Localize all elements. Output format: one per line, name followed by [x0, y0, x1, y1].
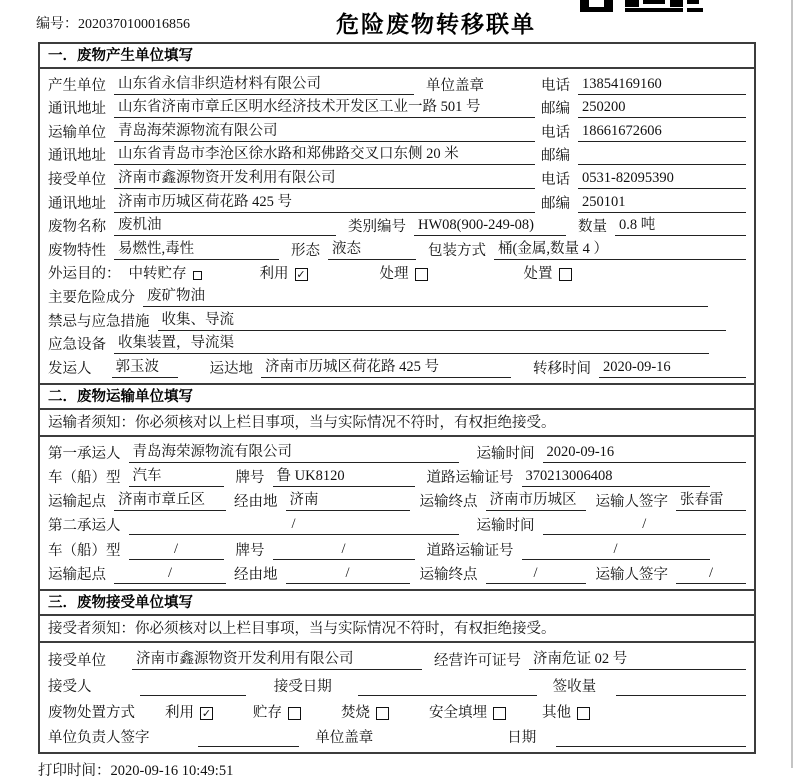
- print-time: [38, 759, 796, 780]
- purpose-option-use: [260, 262, 308, 283]
- producer-zip-value: 250200: [578, 99, 746, 118]
- operate-license-value: 济南危证 02 号: [529, 647, 746, 670]
- section3-notice: 接受者须知：你必须核对以上栏目事项，当与实际情况不符时，有权拒绝接受。: [40, 616, 754, 643]
- accept-unit-value: 济南市鑫源物资开发利用有限公司: [132, 647, 422, 670]
- producer-phone-value: 13854169160: [578, 76, 746, 95]
- route1-start-value: 济南市章丘区: [114, 488, 226, 511]
- route2-via-label: 经由地: [234, 566, 278, 583]
- vehicle2-type-value: /: [129, 541, 224, 560]
- route2-via-value: /: [286, 565, 410, 584]
- waste-code-label: 类别编号: [348, 219, 406, 236]
- emergency-equipment-row: [48, 331, 746, 355]
- carrier2-value: /: [129, 516, 459, 535]
- vehicle2-row: [48, 535, 746, 559]
- carrier2-time-value: /: [543, 516, 747, 535]
- acceptance-row: [48, 670, 746, 696]
- section-transporter: [38, 383, 756, 591]
- acceptor-value: [140, 677, 246, 696]
- unit-stamp-label: 单位盖章: [426, 77, 484, 94]
- producer-phone-label: 电话: [541, 77, 570, 94]
- disposal-option-landfill: [429, 701, 506, 722]
- route1-end-label: 运输终点: [419, 494, 478, 511]
- transporter-zip-label: 邮编: [541, 148, 570, 165]
- route1-row: [48, 487, 746, 511]
- transporter-phone-label: 电话: [541, 124, 570, 141]
- carrier1-row: [48, 439, 746, 463]
- disposal-option-incinerate: [341, 701, 389, 722]
- producer-address-row: [48, 95, 746, 119]
- purpose-dispose-checkbox: [559, 268, 572, 281]
- producer-row: [48, 71, 746, 95]
- producer-zip-label: 邮编: [541, 101, 570, 118]
- receiver-row: [48, 165, 746, 189]
- vehicle2-type-label: 车（船）型: [48, 542, 121, 559]
- carrier2-row: [48, 511, 746, 535]
- disposal-row: [48, 696, 746, 722]
- route1-via-value: 济南: [286, 488, 410, 511]
- purpose-option-dispose: [524, 262, 572, 283]
- disposal-option-other-label: 其他: [542, 704, 571, 721]
- vehicle1-row: [48, 463, 746, 487]
- dispatcher-label: 发运人: [48, 360, 92, 377]
- waste-name-row: [48, 213, 746, 237]
- packing-value: 桶(金属,数量 4 ）: [494, 237, 746, 260]
- responsible-sign-label: 单位负责人签字: [48, 730, 150, 747]
- print-time-label: 打印时间：: [38, 763, 111, 780]
- page-right-edge: [791, 0, 793, 768]
- destination-label: 运达地: [209, 360, 253, 377]
- route2-sign-value: /: [676, 565, 746, 584]
- transfer-time-label: 转移时间: [533, 360, 591, 377]
- disposal-use-checkbox: ✓: [201, 706, 212, 720]
- vehicle2-license-value: /: [522, 541, 710, 560]
- destination-value: 济南市历城区荷花路 425 号: [261, 355, 511, 378]
- route1-sign-value: 张春雷: [676, 488, 746, 511]
- disposal-label: 废物处置方式: [48, 704, 135, 721]
- hazard-value: 废矿物油: [143, 284, 708, 307]
- waste-props-label: 废物特性: [48, 242, 106, 259]
- purpose-treat-checkbox: [415, 268, 428, 281]
- route2-end-value: /: [486, 565, 586, 584]
- carrier1-time-value: 2020-09-16: [543, 444, 747, 463]
- disposal-option-store-label: 贮存: [253, 704, 282, 721]
- producer-label: 产生单位: [48, 77, 106, 94]
- route2-start-label: 运输起点: [48, 566, 106, 583]
- waste-props-row: [48, 236, 746, 260]
- emergency-equipment-label: 应急设备: [48, 337, 106, 354]
- signed-qty-label: 签收量: [552, 679, 597, 696]
- receiver-address-value: 济南市历城区荷花路 425 号: [114, 190, 535, 213]
- disposal-option-use-label: 利用: [165, 704, 194, 721]
- disposal-option-landfill-label: 安全填埋: [429, 704, 487, 721]
- purpose-label: 外运目的：: [48, 266, 121, 283]
- receiver-zip-label: 邮编: [541, 195, 570, 212]
- section-receiver: [38, 589, 756, 754]
- producer-address-label: 通讯地址: [48, 101, 106, 118]
- producer-value: 山东省永信非织造材料有限公司: [114, 72, 414, 95]
- route1-end-value: 济南市历城区: [486, 488, 586, 511]
- waste-name-value: 废机油: [114, 213, 336, 236]
- responsible-sign-value: [198, 728, 300, 747]
- section3-heading: 三．废物接受单位填写: [40, 591, 754, 616]
- receiver-zip-value: 250101: [578, 194, 746, 213]
- vehicle1-license-label: 道路运输证号: [426, 470, 514, 487]
- receiver-phone-value: 0531-82095390: [578, 170, 746, 189]
- accept-unit-label: 接受单位: [48, 653, 106, 670]
- route2-start-value: /: [114, 565, 226, 584]
- emergency-equipment-value: 收集装置，导流渠: [114, 331, 709, 354]
- carrier1-label: 第一承运人: [48, 445, 121, 462]
- disposal-option-use: [165, 701, 213, 722]
- page-title: 危险废物转移联单: [336, 11, 536, 37]
- disposal-store-checkbox: [288, 707, 301, 720]
- hazard-row: [48, 283, 746, 307]
- carrier1-value: 青岛海荣源物流有限公司: [129, 440, 459, 463]
- dispatcher-value: 郭玉波: [112, 355, 178, 378]
- purpose-option-use-label: 利用: [259, 266, 289, 283]
- waste-code-value: HW08(900-249-08): [414, 217, 566, 236]
- vehicle1-plate-value: 鲁 UK8120: [273, 464, 415, 487]
- disposal-other-checkbox: [577, 707, 590, 720]
- vehicle1-type-label: 车（船）型: [48, 470, 121, 487]
- route1-start-label: 运输起点: [48, 494, 106, 511]
- section1-heading: 一．废物产生单位填写: [40, 44, 754, 69]
- vehicle2-license-label: 道路运输证号: [426, 542, 514, 559]
- transporter-address-row: [48, 142, 746, 166]
- receiver-address-row: [48, 189, 746, 213]
- purpose-option-treat: [380, 262, 428, 283]
- route1-via-label: 经由地: [234, 494, 278, 511]
- packing-label: 包装方式: [428, 242, 486, 259]
- transporter-row: [48, 118, 746, 142]
- document-header: [0, 0, 796, 42]
- disposal-option-store: [253, 701, 301, 722]
- receiver-address-label: 通讯地址: [48, 195, 106, 212]
- purpose-option-dispose-label: 处置: [523, 266, 553, 283]
- emergency-measures-value: 收集、导流: [158, 308, 726, 331]
- carrier2-label: 第二承运人: [48, 518, 121, 535]
- doc-number-label: 编号：: [36, 17, 78, 32]
- receiver-value: 济南市鑫源物资开发利用有限公司: [114, 166, 535, 189]
- vehicle2-plate-label: 牌号: [235, 542, 265, 559]
- section2-heading: 二．废物运输单位填写: [40, 385, 754, 410]
- section2-notice: 运输者须知：你必须核对以上栏目事项，当与实际情况不符时，有权拒绝接受。: [40, 410, 754, 437]
- dispatch-row: [48, 354, 746, 378]
- disposal-landfill-checkbox: [493, 707, 506, 720]
- vehicle1-license-value: 370213006408: [522, 468, 710, 487]
- qr-code-fragment-icon: [580, 0, 706, 12]
- transporter-address-label: 通讯地址: [48, 148, 106, 165]
- carrier2-time-label: 运输时间: [476, 518, 535, 535]
- signed-qty-value: [616, 677, 746, 696]
- accept-unit-row: [48, 645, 746, 671]
- carrier1-time-label: 运输时间: [476, 445, 535, 462]
- waste-name-label: 废物名称: [48, 219, 106, 236]
- vehicle1-type-value: 汽车: [129, 464, 224, 487]
- transporter-value: 青岛海荣源物流有限公司: [114, 119, 535, 142]
- disposal-option-incinerate-label: 焚烧: [341, 704, 370, 721]
- transporter-phone-value: 18661672606: [578, 123, 746, 142]
- purpose-option-transfer: [129, 262, 202, 283]
- hazard-label: 主要危险成分: [48, 289, 135, 306]
- signature-row: [48, 722, 746, 748]
- route2-row: [48, 560, 746, 584]
- route2-end-label: 运输终点: [419, 566, 478, 583]
- print-time-value: 2020-09-16 10:49:51: [110, 763, 234, 780]
- disposal-incinerate-checkbox: [376, 707, 389, 720]
- purpose-option-transfer-label: 中转贮存: [128, 266, 187, 283]
- operate-license-label: 经营许可证号: [434, 653, 521, 670]
- transporter-zip-value: [578, 146, 746, 165]
- vehicle2-plate-value: /: [273, 541, 415, 560]
- sign-date-value: [556, 728, 746, 747]
- emergency-measures-label: 禁忌与应急措施: [48, 313, 150, 330]
- accept-date-value: [358, 677, 537, 696]
- transporter-label: 运输单位: [48, 124, 106, 141]
- transfer-time-value: 2020-09-16: [599, 359, 746, 378]
- sign-date-label: 日期: [507, 730, 537, 747]
- route2-sign-label: 运输人签字: [595, 566, 668, 583]
- waste-qty-value: 0.8 吨: [615, 213, 746, 236]
- accept-date-label: 接受日期: [273, 679, 332, 696]
- vehicle1-plate-label: 牌号: [235, 470, 265, 487]
- emergency-measures-row: [48, 307, 746, 331]
- purpose-row: [48, 260, 746, 284]
- disposal-option-other: [542, 701, 590, 722]
- receiver-label: 接受单位: [48, 171, 106, 188]
- transporter-address-value: 山东省青岛市李沧区徐水路和郑佛路交叉口东侧 20 米: [114, 142, 535, 165]
- waste-form-label: 形态: [291, 242, 320, 259]
- section-generator: [38, 42, 756, 385]
- manifest-form: [38, 42, 756, 754]
- producer-address-value: 山东省济南市章丘区明水经济技术开发区工业一路 501 号: [114, 95, 535, 118]
- purpose-use-checkbox: ✓: [296, 268, 306, 282]
- waste-props-value: 易燃性,毒性: [114, 237, 279, 260]
- purpose-transfer-checkbox: [193, 271, 202, 280]
- unit-stamp2-label: 单位盖章: [315, 730, 374, 747]
- receiver-phone-label: 电话: [541, 171, 570, 188]
- doc-number-value: 2020370100016856: [78, 17, 190, 32]
- route1-sign-label: 运输人签字: [595, 494, 668, 511]
- purpose-option-treat-label: 处理: [379, 266, 409, 283]
- waste-form-value: 液态: [328, 237, 416, 260]
- waste-qty-label: 数量: [578, 219, 607, 236]
- acceptor-label: 接受人: [48, 679, 92, 696]
